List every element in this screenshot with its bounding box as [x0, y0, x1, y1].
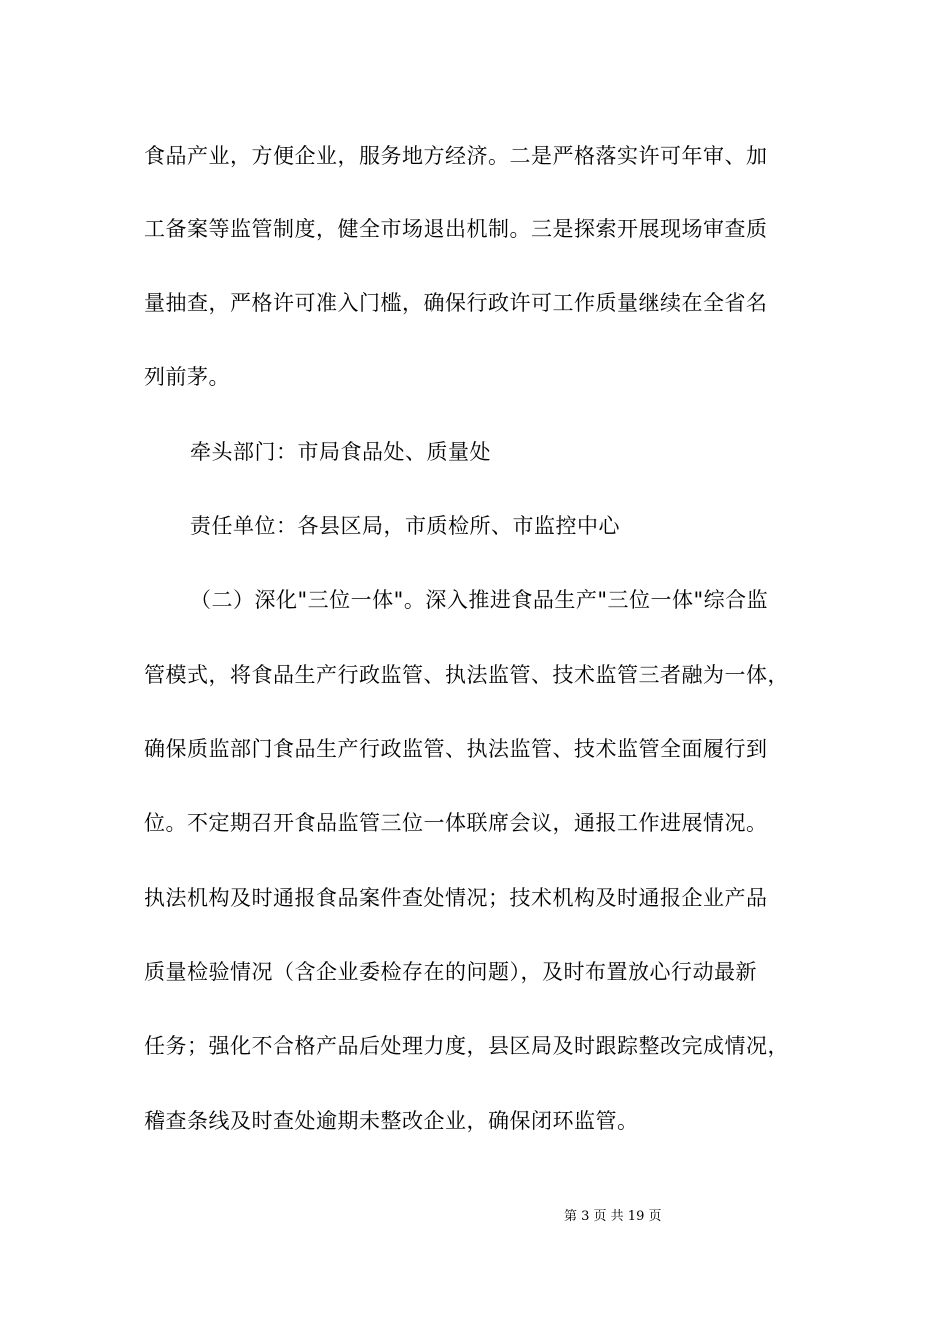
- paragraph-line-11: 执法机构及时通报食品案件查处情况；技术机构及时通报企业产品: [144, 886, 768, 910]
- paragraph-line-1: 食品产业，方便企业，服务地方经济。二是严格落实许可年审、加: [144, 144, 768, 168]
- section-heading-line: （二）深化"三位一体"。深入推进食品生产"三位一体"综合监: [190, 588, 769, 612]
- paragraph-line-9: 确保质监部门食品生产行政监管、执法监管、技术监管全面履行到: [144, 737, 768, 761]
- paragraph-line-10: 位。不定期召开食品监管三位一体联席会议，通报工作进展情况。: [144, 811, 768, 835]
- paragraph-line-3: 量抽查，严格许可准入门槛，确保行政许可工作质量继续在全省名: [144, 291, 768, 315]
- paragraph-line-2: 工备案等监管制度，健全市场退出机制。三是探索开展现场审查质: [144, 217, 768, 241]
- paragraph-line-4: 列前茅。: [144, 365, 230, 389]
- lead-department-line: 牵头部门：市局食品处、质量处: [190, 440, 491, 464]
- page-number-footer: 第 3 页 共 19 页: [564, 1209, 662, 1224]
- paragraph-line-14: 稽查条线及时查处逾期未整改企业，确保闭环监管。: [144, 1109, 639, 1133]
- paragraph-line-12: 质量检验情况（含企业委检存在的问题），及时布置放心行动最新: [144, 960, 757, 984]
- paragraph-line-8: 管模式，将食品生产行政监管、执法监管、技术监管三者融为一体，: [144, 663, 789, 687]
- paragraph-line-13: 任务；强化不合格产品后处理力度，县区局及时跟踪整改完成情况，: [144, 1034, 789, 1058]
- responsible-unit-line: 责任单位：各县区局，市质检所、市监控中心: [190, 514, 620, 538]
